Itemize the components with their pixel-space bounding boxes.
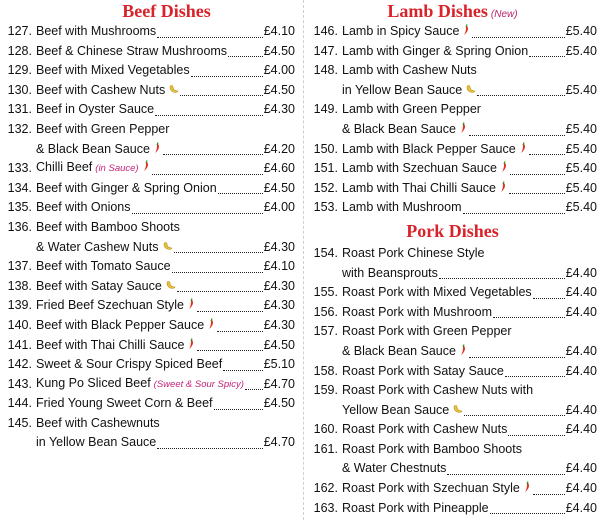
item-price: £4.30 xyxy=(263,102,295,117)
item-number: 147. xyxy=(313,43,338,58)
item-price: £5.40 xyxy=(565,180,597,195)
leader-dots xyxy=(223,370,263,371)
item-name: Lamb in Spicy Sauce xyxy=(342,22,471,42)
menu-item xyxy=(308,61,600,81)
leader-dots xyxy=(245,389,263,390)
item-note: (in Sauce) xyxy=(95,163,139,175)
leader-dots xyxy=(180,95,262,96)
item-name: Beef with Black Pepper Sauce xyxy=(36,316,216,336)
chilli-icon xyxy=(522,481,532,493)
item-number: 137. xyxy=(7,259,32,274)
item-price: £4.40 xyxy=(565,500,597,515)
item-price: £4.40 xyxy=(565,363,597,378)
item-name: Roast Pork with Bamboo Shoots xyxy=(342,441,522,456)
item-name: Lamb with Black Pepper Sauce xyxy=(342,140,528,160)
menu-item xyxy=(308,322,600,342)
item-name: Lamb with Szechuan Sauce xyxy=(342,159,509,179)
item-price: £4.30 xyxy=(263,317,295,332)
leader-dots xyxy=(533,298,565,299)
leader-dots xyxy=(132,213,263,214)
menu-item xyxy=(308,244,600,264)
menu-item-continuation xyxy=(308,120,600,140)
menu-item xyxy=(2,394,303,414)
cashew-nut-icon xyxy=(452,404,463,414)
item-price: £4.00 xyxy=(263,200,295,215)
menu-item-continuation xyxy=(308,401,600,421)
item-number: 133. xyxy=(7,161,32,176)
item-price: £4.50 xyxy=(263,337,295,352)
item-name: Beef with Cashew Nuts xyxy=(36,81,179,101)
menu-item xyxy=(2,277,303,297)
item-name: Beef with Cashewnuts xyxy=(36,415,160,430)
menu-item xyxy=(2,61,303,81)
menu-item xyxy=(2,198,303,218)
item-number: 132. xyxy=(7,121,32,136)
leader-dots xyxy=(509,193,565,194)
leader-dots xyxy=(218,193,263,194)
item-number: 140. xyxy=(7,317,32,332)
menu-item xyxy=(308,440,600,460)
item-name: Beef with Tomato Sauce xyxy=(36,259,171,274)
item-name: Beef with Green Pepper xyxy=(36,121,170,136)
lamb-heading xyxy=(304,0,600,22)
lamb-title: Lamb Dishes xyxy=(387,1,488,21)
leader-dots xyxy=(464,415,564,416)
item-name: Chilli Beef (in Sauce) xyxy=(36,158,151,179)
item-number: 156. xyxy=(313,304,338,319)
chilli-icon xyxy=(458,344,468,356)
item-price: £4.30 xyxy=(263,278,295,293)
item-name: Beef with Ginger & Spring Onion xyxy=(36,180,217,195)
menu-item xyxy=(308,381,600,401)
item-name: Beef with Mushrooms xyxy=(36,24,157,38)
menu-item xyxy=(2,414,303,434)
item-name: Fried Beef Szechuan Style xyxy=(36,296,196,316)
item-number: 129. xyxy=(7,63,32,78)
leader-dots xyxy=(477,95,564,96)
leader-dots xyxy=(177,291,263,292)
leader-dots xyxy=(197,311,263,312)
menu-item xyxy=(308,140,600,160)
item-name: Lamb with Green Pepper xyxy=(342,102,481,117)
leader-dots xyxy=(214,409,263,410)
item-price: £4.60 xyxy=(263,161,295,176)
new-badge: (New) xyxy=(490,9,518,20)
menu-item xyxy=(2,120,303,140)
item-price: £4.20 xyxy=(263,141,295,156)
item-number: 157. xyxy=(313,324,338,339)
item-name: Beef with Onions xyxy=(36,200,131,215)
item-price: £4.40 xyxy=(565,422,597,437)
item-name: Lamb with Cashew Nuts xyxy=(342,63,477,78)
menu-item xyxy=(2,179,303,199)
item-name: Roast Pork with Satay Sauce xyxy=(342,363,504,378)
item-number: 160. xyxy=(313,422,338,437)
leader-dots xyxy=(155,115,263,116)
leader-dots xyxy=(447,474,564,475)
leader-dots xyxy=(505,376,565,377)
item-note: (Sweet & Sour Spicy) xyxy=(153,378,244,390)
menu-item xyxy=(308,362,600,382)
beef-list xyxy=(2,22,303,453)
item-number: 135. xyxy=(7,200,32,215)
leader-dots xyxy=(152,174,263,175)
menu-item xyxy=(2,355,303,375)
item-number: 151. xyxy=(313,161,338,176)
item-number: 128. xyxy=(7,43,32,58)
pork-title: Pork Dishes xyxy=(406,220,499,241)
item-price: £5.10 xyxy=(263,357,295,372)
leader-dots xyxy=(493,317,565,318)
menu-item-continuation xyxy=(308,459,600,479)
item-number: 144. xyxy=(7,396,32,411)
cashew-nut-icon xyxy=(465,84,476,94)
menu-item xyxy=(2,375,303,395)
item-name: Lamb with Ginger & Spring Onion xyxy=(342,43,529,58)
item-name-continued: & Black Bean Sauce xyxy=(308,120,468,140)
beef-heading xyxy=(0,0,303,22)
item-name: Beef & Chinese Straw Mushrooms xyxy=(36,43,228,58)
item-name: Sweet & Sour Crispy Spiced Beef xyxy=(36,357,223,372)
item-name-continued: in Yellow Bean Sauce xyxy=(36,435,157,450)
leader-dots xyxy=(157,448,262,449)
item-number: 138. xyxy=(7,278,32,293)
menu-item xyxy=(2,42,303,62)
item-number: 158. xyxy=(313,363,338,378)
menu-item xyxy=(2,218,303,238)
chilli-icon xyxy=(458,122,468,134)
leader-dots xyxy=(490,513,565,514)
leader-dots xyxy=(197,350,262,351)
item-price: £4.30 xyxy=(263,239,295,254)
item-number: 145. xyxy=(7,415,32,430)
item-name: Fried Young Sweet Corn & Beef xyxy=(36,396,213,411)
item-number: 143. xyxy=(7,376,32,391)
menu-item-continuation xyxy=(308,81,600,101)
chilli-icon xyxy=(141,160,151,172)
leader-dots xyxy=(228,56,263,57)
menu-item-continuation xyxy=(308,342,600,362)
leader-dots xyxy=(472,37,564,38)
leader-dots xyxy=(217,331,263,332)
item-name: Roast Pork with Mushroom xyxy=(342,304,493,319)
item-name-continued: with Beansprouts xyxy=(342,265,438,280)
menu-item xyxy=(308,499,600,519)
item-number: 136. xyxy=(7,219,32,234)
chilli-icon xyxy=(499,161,509,173)
menu-item xyxy=(308,198,600,218)
item-name: Beef with Satay Sauce xyxy=(36,277,176,297)
item-name: Beef with Thai Chilli Sauce xyxy=(36,336,196,356)
item-number: 152. xyxy=(313,180,338,195)
menu-item xyxy=(2,316,303,336)
chilli-icon xyxy=(461,24,471,36)
item-number: 163. xyxy=(313,500,338,515)
leader-dots xyxy=(439,278,565,279)
item-name-continued: & Water Cashew Nuts xyxy=(2,238,173,258)
menu-item-continuation xyxy=(2,433,303,453)
leader-dots xyxy=(529,56,565,57)
chilli-icon xyxy=(206,318,216,330)
leader-dots xyxy=(191,76,263,77)
item-name: Beef with Bamboo Shoots xyxy=(36,219,180,234)
leader-dots xyxy=(469,135,565,136)
pork-heading xyxy=(304,220,600,242)
menu-item xyxy=(308,420,600,440)
menu-item xyxy=(308,159,600,179)
item-price: £4.40 xyxy=(565,343,597,358)
item-price: £4.10 xyxy=(263,24,295,38)
item-number: 148. xyxy=(313,63,338,78)
item-number: 155. xyxy=(313,285,338,300)
leader-dots xyxy=(463,213,565,214)
leader-dots xyxy=(172,272,263,273)
leader-dots xyxy=(508,435,564,436)
item-name: Lamb with Mushroom xyxy=(342,200,462,215)
menu-item xyxy=(2,257,303,277)
item-name: Lamb with Thai Chilli Sauce xyxy=(342,179,508,199)
cashew-nut-icon xyxy=(162,241,173,251)
menu-item-continuation xyxy=(2,238,303,258)
cashew-nut-icon xyxy=(165,280,176,290)
menu-item xyxy=(308,22,600,42)
item-price: £4.40 xyxy=(565,402,597,417)
menu-item xyxy=(2,336,303,356)
item-price: £4.40 xyxy=(565,265,597,280)
leader-dots xyxy=(174,252,263,253)
item-name-continued: Yellow Bean Sauce xyxy=(308,401,463,421)
menu-item xyxy=(308,42,600,62)
leader-dots xyxy=(469,357,565,358)
item-number: 162. xyxy=(313,481,338,496)
leader-dots xyxy=(163,154,263,155)
item-number: 159. xyxy=(313,383,338,398)
cashew-nut-icon xyxy=(168,84,179,94)
item-name: Roast Pork with Szechuan Style xyxy=(342,479,532,499)
item-number: 149. xyxy=(313,102,338,117)
item-number: 139. xyxy=(7,298,32,313)
item-price: £4.40 xyxy=(565,285,597,300)
item-name: Kung Po Sliced Beef (Sweet & Sour Spicy) xyxy=(36,375,244,390)
item-price: £4.70 xyxy=(263,435,295,450)
item-number: 130. xyxy=(7,82,32,97)
item-name-continued: & Black Bean Sauce xyxy=(308,342,468,362)
menu-item xyxy=(308,100,600,120)
lamb-list xyxy=(308,22,600,218)
menu-item xyxy=(2,81,303,101)
item-number: 154. xyxy=(313,245,338,260)
menu-item xyxy=(308,179,600,199)
menu-item xyxy=(2,159,303,179)
menu-item xyxy=(308,303,600,323)
item-name-continued: & Water Chestnuts xyxy=(342,461,447,476)
item-price: £5.40 xyxy=(565,43,597,58)
item-name: Roast Pork with Pineapple xyxy=(342,500,489,515)
item-price: £4.70 xyxy=(263,376,295,391)
item-price: £5.40 xyxy=(565,121,597,136)
item-name-continued: in Yellow Bean Sauce xyxy=(308,81,476,101)
item-number: 146. xyxy=(313,24,338,38)
item-price: £5.40 xyxy=(565,200,597,215)
lamb-pork-column xyxy=(303,0,600,520)
menu-item xyxy=(308,479,600,499)
item-number: 150. xyxy=(313,141,338,156)
leader-dots xyxy=(157,37,263,38)
item-name: Roast Pork with Cashew Nuts with xyxy=(342,383,534,398)
item-number: 127. xyxy=(7,24,32,38)
item-name: Beef with Mixed Vegetables xyxy=(36,63,190,78)
chilli-icon xyxy=(152,142,162,154)
item-name: Roast Pork Chinese Style xyxy=(342,245,485,260)
item-price: £4.50 xyxy=(263,43,295,58)
leader-dots xyxy=(529,154,565,155)
chilli-icon xyxy=(186,338,196,350)
leader-dots xyxy=(533,494,565,495)
item-name: Roast Pork with Mixed Vegetables xyxy=(342,285,532,300)
item-price: £4.40 xyxy=(565,304,597,319)
item-price: £4.40 xyxy=(565,481,597,496)
item-number: 153. xyxy=(313,200,338,215)
leader-dots xyxy=(510,174,565,175)
pork-list xyxy=(308,244,600,518)
item-name: Roast Pork with Green Pepper xyxy=(342,324,512,339)
item-price: £4.40 xyxy=(565,461,597,476)
item-price: £4.10 xyxy=(263,259,295,274)
menu-item xyxy=(308,283,600,303)
item-number: 134. xyxy=(7,180,32,195)
menu-item xyxy=(2,296,303,316)
item-number: 141. xyxy=(7,337,32,352)
item-number: 161. xyxy=(313,441,338,456)
chilli-icon xyxy=(186,298,196,310)
item-price: £5.40 xyxy=(565,161,597,176)
item-price: £4.50 xyxy=(263,180,295,195)
beef-title: Beef Dishes xyxy=(122,1,211,21)
item-price: £5.40 xyxy=(565,24,597,38)
item-number: 142. xyxy=(7,357,32,372)
item-number: 131. xyxy=(7,102,32,117)
menu-item-continuation xyxy=(2,140,303,160)
item-price: £4.00 xyxy=(263,63,295,78)
item-price: £5.40 xyxy=(565,141,597,156)
chilli-icon xyxy=(498,181,508,193)
menu-item xyxy=(2,22,303,42)
item-price: £5.40 xyxy=(565,82,597,97)
menu-item-continuation xyxy=(308,264,600,284)
item-name: Beef in Oyster Sauce xyxy=(36,102,155,117)
item-price: £4.30 xyxy=(263,298,295,313)
chilli-icon xyxy=(518,142,528,154)
item-name: Roast Pork with Cashew Nuts xyxy=(342,422,508,437)
item-price: £4.50 xyxy=(263,396,295,411)
item-name-continued: & Black Bean Sauce xyxy=(2,140,162,160)
item-price: £4.50 xyxy=(263,82,295,97)
menu-item xyxy=(2,100,303,120)
